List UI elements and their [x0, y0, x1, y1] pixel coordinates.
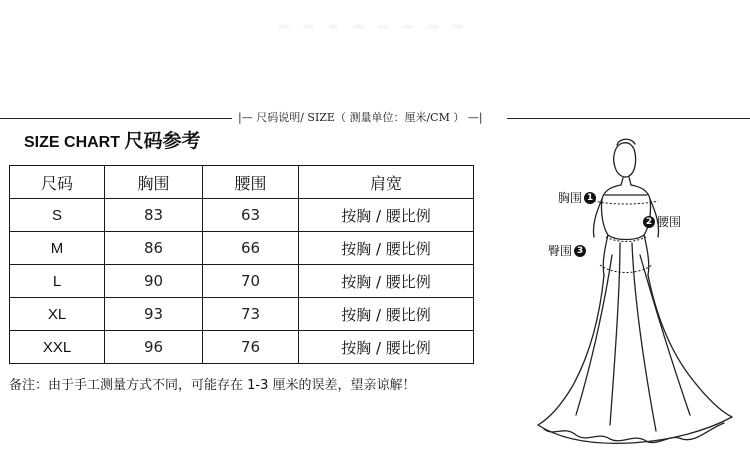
- divider-left: [0, 118, 232, 119]
- size-table: [9, 165, 474, 364]
- header-shoulder: 肩宽: [299, 166, 474, 199]
- header-bust: 胸围: [105, 166, 203, 199]
- cell-size: L: [10, 265, 105, 298]
- table-row: [10, 232, 474, 265]
- divider-right: [507, 118, 750, 119]
- chart-title-cn: 尺码参考: [124, 131, 201, 152]
- faded-watermark-header: ~ ~ ~ ~ ~ ~ ~ ~: [276, 16, 468, 37]
- table-row: [10, 331, 474, 364]
- gown-sketch-icon: [520, 125, 745, 455]
- header-size: 尺码: [10, 166, 105, 199]
- cell-shoulder: 按胸 / 腰比例: [299, 199, 474, 232]
- table-header-row: [10, 166, 474, 199]
- table-row: [10, 265, 474, 298]
- table-row: [10, 199, 474, 232]
- cell-bust: 93: [105, 298, 203, 331]
- bust-label-text: 胸围: [558, 191, 583, 205]
- cell-size: M: [10, 232, 105, 265]
- size-subtitle: |— 尺码说明/ SIZE（ 测量单位：厘米/CM ） —|: [238, 111, 483, 124]
- cell-waist: 66: [203, 232, 299, 265]
- cell-size: XL: [10, 298, 105, 331]
- cell-waist: 70: [203, 265, 299, 298]
- header-waist: 腰围: [203, 166, 299, 199]
- cell-bust: 86: [105, 232, 203, 265]
- hip-label: [548, 242, 586, 259]
- cell-waist: 73: [203, 298, 299, 331]
- cell-shoulder: 按胸 / 腰比例: [299, 232, 474, 265]
- cell-bust: 90: [105, 265, 203, 298]
- cell-bust: 83: [105, 199, 203, 232]
- measurement-note: 备注：由于手工测量方式不同，可能存在 1-3 厘米的误差，望亲谅解！: [9, 378, 416, 393]
- waist-number-badge: 2: [643, 216, 655, 228]
- cell-shoulder: 按胸 / 腰比例: [299, 298, 474, 331]
- waist-label-text: 腰围: [657, 215, 682, 229]
- cell-size: S: [10, 199, 105, 232]
- cell-bust: 96: [105, 331, 203, 364]
- chart-title-en: SIZE CHART: [24, 134, 125, 151]
- bust-number-badge: 1: [584, 192, 596, 204]
- hip-label-text: 臀围: [548, 244, 573, 258]
- cell-waist: 76: [203, 331, 299, 364]
- dress-figure: [520, 125, 745, 455]
- hip-number-badge: 3: [574, 245, 586, 257]
- cell-waist: 63: [203, 199, 299, 232]
- cell-shoulder: 按胸 / 腰比例: [299, 265, 474, 298]
- cell-shoulder: 按胸 / 腰比例: [299, 331, 474, 364]
- table-row: [10, 298, 474, 331]
- waist-label: [643, 213, 681, 230]
- cell-size: XXL: [10, 331, 105, 364]
- chart-title: [24, 126, 200, 153]
- bust-label: [558, 189, 596, 206]
